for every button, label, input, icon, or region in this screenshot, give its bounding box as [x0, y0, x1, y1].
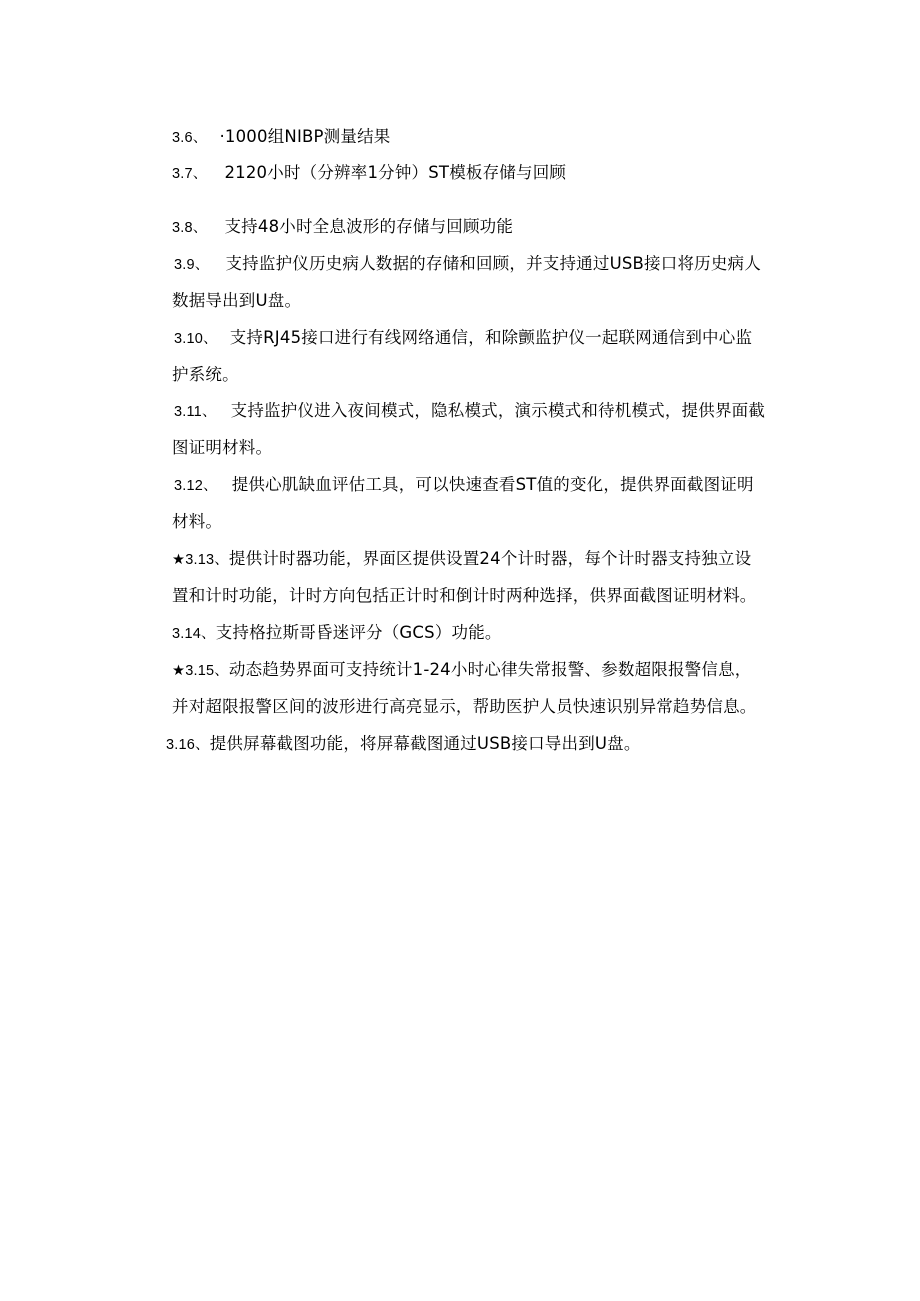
item-text: 支持48小时全息波形的存储与回顾功能	[224, 217, 514, 236]
item-number: 3.8、	[172, 220, 208, 236]
list-item-3-9-continuation	[172, 290, 301, 312]
item-text: 并对超限报警区间的波形进行高亮显示，帮助医护人员快速识别异常趋势信息。	[172, 697, 757, 716]
item-text: 提供屏幕截图功能，将屏幕截图通过USB接口导出到U盘。	[209, 734, 641, 753]
item-number: 3.14、	[172, 626, 216, 642]
list-item-3-15	[172, 659, 751, 682]
list-item-3-10-continuation	[172, 364, 239, 386]
item-text: 提供心肌缺血评估工具，可以快速查看ST值的变化，提供界面截图证明	[231, 475, 754, 494]
item-text: 置和计时功能，计时方向包括正计时和倒计时两种选择，供界面截图证明材料。	[172, 586, 757, 605]
item-number: 3.12、	[174, 478, 218, 494]
list-item-3-10	[174, 327, 752, 350]
item-number: 3.7、	[172, 166, 208, 182]
item-number: 3.11、	[174, 404, 217, 420]
item-text: 支持监护仪历史病人数据的存储和回顾，并支持通过USB接口将历史病人	[225, 254, 761, 273]
list-item-3-6	[172, 126, 390, 149]
item-number: 3.9、	[174, 257, 210, 273]
item-text: 提供计时器功能，界面区提供设置24个计时器，每个计时器支持独立设	[228, 549, 752, 568]
item-text: 动态趋势界面可支持统计1-24小时心律失常报警、参数超限报警信息，	[228, 660, 752, 679]
list-item-3-16	[166, 733, 641, 756]
list-item-3-14	[172, 622, 502, 645]
list-item-3-15-continuation	[172, 696, 757, 718]
item-text: 支持RJ45接口进行有线网络通信，和除颤监护仪一起联网通信到中心监	[229, 328, 753, 347]
item-number: 3.6、	[172, 130, 208, 146]
item-number: ★3.13、	[172, 552, 229, 568]
item-text: ·1000组NIBP测量结果	[219, 127, 391, 146]
list-item-3-7	[172, 162, 566, 185]
item-number: ★3.15、	[172, 663, 229, 679]
item-text: 2120小时（分辨率1分钟）ST模板存储与回顾	[224, 163, 567, 182]
list-item-3-12-continuation	[172, 511, 222, 533]
list-item-3-8	[172, 216, 513, 239]
item-text: 数据导出到U盘。	[172, 291, 302, 310]
list-item-3-11-continuation	[172, 437, 272, 459]
item-text: 支持监护仪进入夜间模式，隐私模式，演示模式和待机模式，提供界面截	[230, 401, 766, 420]
list-item-3-13-continuation	[172, 585, 757, 607]
list-item-3-13	[172, 548, 751, 571]
list-item-3-11	[174, 400, 765, 423]
item-text: 护系统。	[172, 365, 239, 384]
list-item-3-9	[174, 253, 761, 276]
item-number: 3.10、	[174, 331, 218, 347]
list-item-3-12	[174, 474, 754, 497]
item-text: 图证明材料。	[172, 438, 273, 457]
item-text: 材料。	[172, 512, 223, 531]
item-text: 支持格拉斯哥昏迷评分（GCS）功能。	[215, 623, 502, 642]
item-number: 3.16、	[166, 737, 210, 753]
